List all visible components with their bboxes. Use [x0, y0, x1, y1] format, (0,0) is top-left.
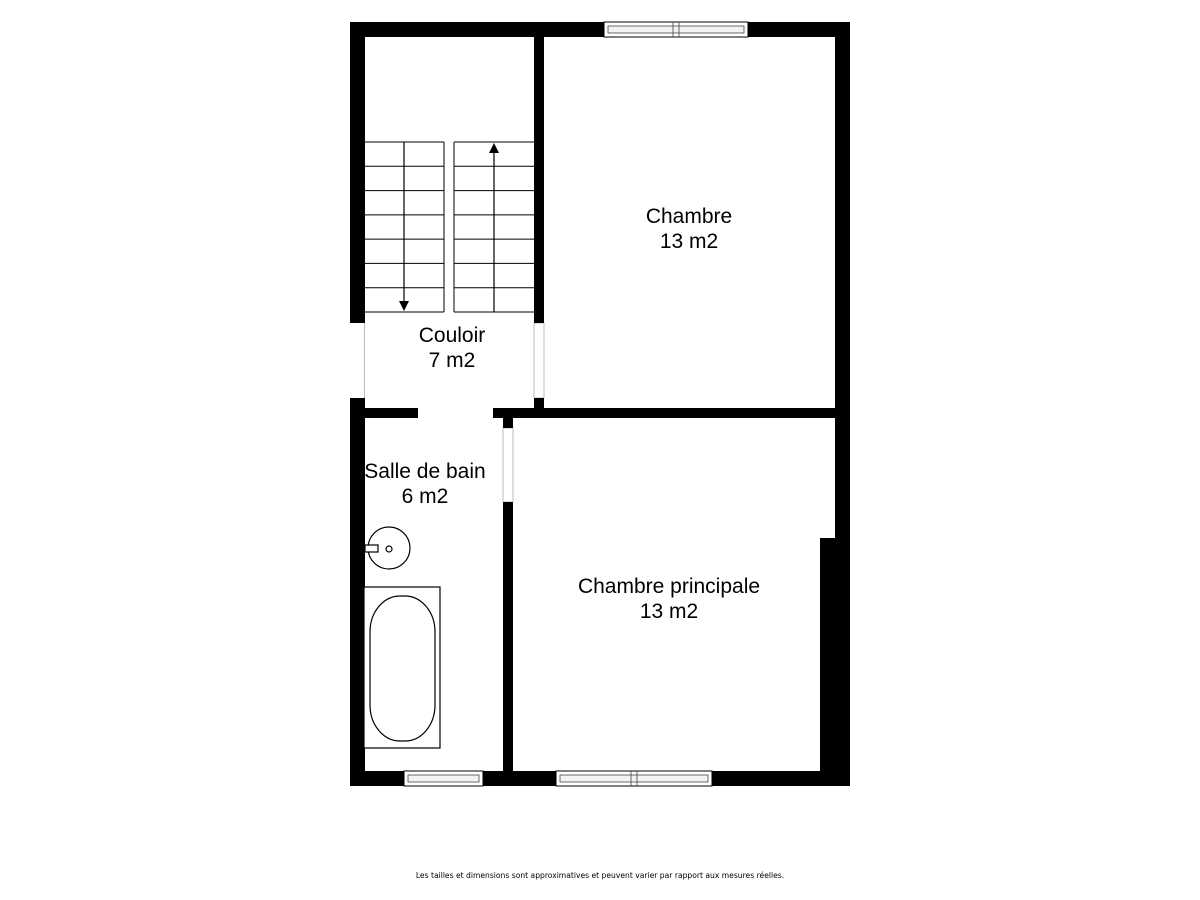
room-name-couloir: Couloir — [418, 324, 486, 347]
sink-tap — [365, 545, 378, 552]
window-icon — [604, 22, 748, 37]
door-opening-chambre — [534, 323, 544, 398]
room-name-chambre: Chambre — [645, 205, 733, 228]
window-icon — [556, 771, 712, 786]
wall-left-lower — [350, 398, 365, 786]
wall-bottom-right — [712, 771, 850, 786]
window-top-pane — [608, 26, 744, 33]
room-area-chambre-principale: 13 m2 — [639, 600, 699, 623]
room-area-chambre: 13 m2 — [659, 230, 719, 253]
bathtub-basin — [370, 596, 435, 741]
wall-stairs-chambre — [534, 37, 544, 323]
wall-right-lower — [820, 538, 850, 786]
window-icon — [404, 771, 483, 786]
bathtub-icon — [364, 587, 440, 748]
room-name-salle-de-bain: Salle de bain — [364, 460, 486, 483]
room-area-salle-de-bain: 6 m2 — [401, 485, 449, 508]
wall-right-upper — [835, 22, 850, 538]
wall-middle-horizontal — [493, 408, 835, 418]
wall-couloir-bottom-left — [350, 408, 418, 418]
wall-left-upper — [350, 22, 365, 323]
arrow-down-icon — [399, 301, 409, 311]
room-name-chambre-principale: Chambre principale — [577, 575, 761, 598]
wall-bottom-left — [350, 771, 404, 786]
arrow-up-icon — [489, 143, 499, 153]
sink-icon — [365, 527, 410, 569]
staircase-icon — [364, 142, 534, 312]
disclaimer: Les tailles et dimensions sont approximatives et peuvent varier par rapport aux mesures réelles. — [415, 871, 785, 880]
door-opening-salle-de-bain — [503, 428, 513, 502]
wall-bath-stub — [503, 418, 513, 428]
wall-bath-chambre — [503, 502, 513, 771]
wall-top-left — [350, 22, 604, 37]
wall-bottom-middle — [483, 771, 556, 786]
window-bath-pane — [408, 775, 479, 782]
wall-top-right — [748, 22, 850, 37]
room-area-couloir: 7 m2 — [428, 349, 476, 372]
sink-drain — [386, 546, 392, 552]
window-bedroom-pane — [560, 775, 708, 782]
